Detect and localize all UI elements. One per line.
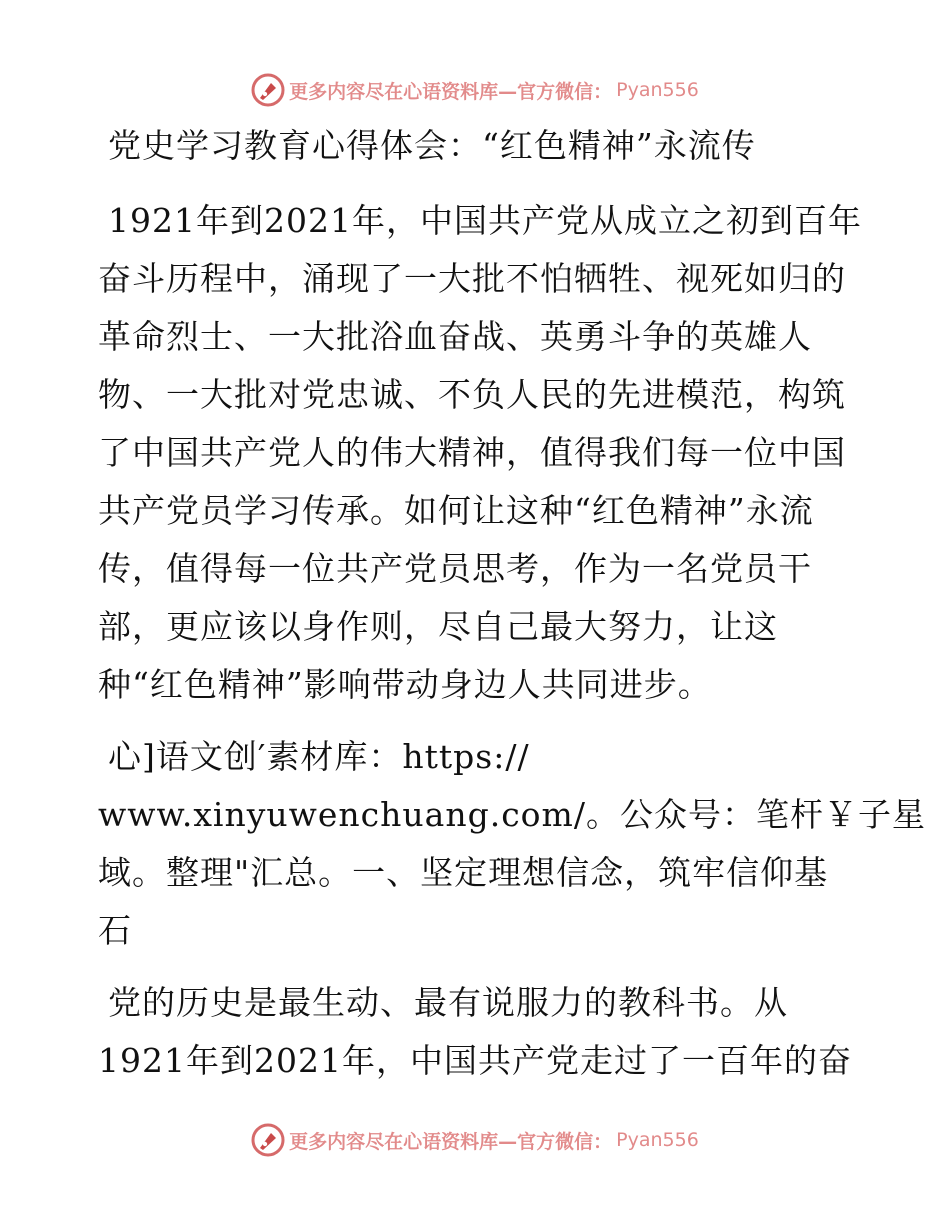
pen-nib-logo-icon xyxy=(251,73,285,107)
text-line: 奋斗历程中，涌现了一大批不怕牺牲、视死如归的 xyxy=(98,259,846,298)
watermark-header xyxy=(0,70,950,110)
document-title: 党史学习教育心得体会：“红色精神”永流传 xyxy=(108,126,756,165)
text-line: www.xinyuwenchuang.com/。公众号：笔杆￥子星 xyxy=(98,795,926,834)
text-line: 部，更应该以身作则，尽自己最大努力，让这 xyxy=(98,607,778,646)
document-body xyxy=(98,122,926,1090)
text-line: 域。整理"汇总。一、坚定理想信念，筑牢信仰基 xyxy=(98,853,829,892)
text-line: 党的历史是最生动、最有说服力的教科书。从 xyxy=(108,983,788,1022)
text-line: 物、一大批对党忠诚、不负人民的先进模范，构筑 xyxy=(98,375,846,414)
pen-nib-logo-icon xyxy=(251,1123,285,1157)
text-line: 了中国共产党人的伟大精神，值得我们每一位中国 xyxy=(98,433,846,472)
watermark-wechat-id: Pyan556 xyxy=(616,1129,699,1151)
watermark-text: 更多内容尽在心语资料库—官方微信： xyxy=(289,1130,613,1153)
text-line: 1921年到2021年，中国共产党从成立之初到百年 xyxy=(108,201,862,240)
watermark-footer xyxy=(0,1120,950,1160)
paragraph-intro xyxy=(98,192,862,714)
text-line: 石 xyxy=(98,911,132,950)
text-line: 共产党员学习传承。如何让这种“红色精神”永流 xyxy=(98,491,814,530)
text-line: 种“红色精神”影响带动身边人共同进步。 xyxy=(98,665,712,704)
text-line: 心]语文创′素材库：https:// xyxy=(108,737,530,776)
watermark-wechat-id: Pyan556 xyxy=(616,79,699,101)
watermark-text: 更多内容尽在心语资料库—官方微信： xyxy=(289,80,613,103)
text-line: 革命烈士、一大批浴血奋战、英勇斗争的英雄人 xyxy=(98,317,812,356)
paragraph-history xyxy=(98,974,858,1090)
text-line: 1921年到2021年，中国共产党走过了一百年的奋 xyxy=(98,1041,852,1080)
paragraph-source xyxy=(98,728,926,960)
text-line: 传，值得每一位共产党员思考，作为一名党员干 xyxy=(98,549,812,588)
